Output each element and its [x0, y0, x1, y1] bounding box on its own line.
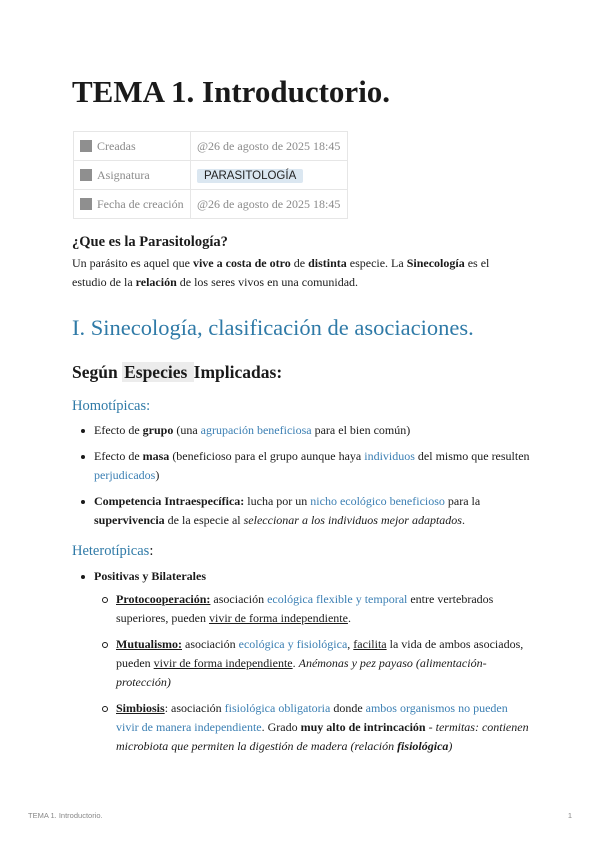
intro-paragraph: Un parásito es aquel que vive a costa de otro de distinta especie. La Sinecología es el estudio de la relación de los seres vivos en una comunidad. — [72, 256, 490, 289]
heterotipicas-heading: Heterotípicas: — [72, 543, 154, 559]
property-value: @26 de agosto de 2025 18:45 — [191, 132, 348, 161]
property-icon — [80, 169, 92, 181]
property-row — [74, 132, 348, 161]
property-icon — [80, 198, 92, 210]
homotipicas-list — [72, 421, 532, 530]
page-number: 1 — [567, 811, 572, 820]
heterotipicas-list — [72, 567, 532, 763]
homotipicas-heading: Homotípicas: — [72, 398, 151, 414]
property-label: Creadas — [74, 132, 191, 161]
property-label: Fecha de creación — [74, 190, 191, 219]
list-item: Efecto de masa (beneficioso para el grupo aunque haya individuos del mismo que resulten perjudicados) — [72, 447, 532, 485]
property-icon — [80, 140, 92, 152]
property-row — [74, 190, 348, 219]
subsection-heading: Según Especies Implicadas: — [72, 362, 283, 382]
property-row — [74, 161, 348, 190]
list-item: Positivas y Bilaterales Protocooperación: asociación ecológica flexible y temporal entre vertebrados superiores, pueden vivir de forma independiente. Mutualismo: asociación ecológica y fisiológica, facilita la vida de ambos asociados, pueden vivir de forma independiente. Anémonas y pez payaso (alimentación-protección) Simbiosis: asociación fisiológica obligatoria donde ambos organismos no pueden vivir de manera independiente. Grado muy alto de intrincación - termitas: contienen microbiota que permiten la digestión de madera (relación fisiológica) — [72, 567, 532, 756]
list-item: Competencia Intraespecífica: lucha por un nicho ecológico beneficioso para la supervivencia de la especie al seleccionar a los individuos mejor adaptados. — [72, 492, 532, 530]
list-item: Efecto de grupo (una agrupación beneficiosa para el bien común) — [72, 421, 532, 440]
subject-tag[interactable]: PARASITOLOGÍA — [197, 169, 303, 183]
sub-list-item: Simbiosis: asociación fisiológica obligatoria donde ambos organismos no pueden vivir de manera independiente. Grado muy alto de intrincación - termitas: contienen microbiota que permiten la digestión de madera (relación fisiológica) — [94, 699, 532, 756]
page-title: TEMA 1. Introductorio. — [72, 74, 391, 109]
footer-title: TEMA 1. Introductorio. — [28, 811, 103, 820]
sub-list — [94, 590, 532, 756]
sub-list-item: Protocooperación: asociación ecológica flexible y temporal entre vertebrados superiores, pueden vivir de forma independiente. — [94, 590, 532, 628]
property-label: Asignatura — [74, 161, 191, 190]
intro-question: ¿Que es la Parasitología? — [72, 234, 228, 250]
properties-table — [73, 131, 348, 219]
property-value — [191, 161, 348, 190]
property-value: @26 de agosto de 2025 18:45 — [191, 190, 348, 219]
sub-list-item: Mutualismo: asociación ecológica y fisiológica, facilita la vida de ambos asociados, pueden vivir de forma independiente. Anémonas y pez payaso (alimentación-protección) — [94, 635, 532, 692]
section-heading: I. Sinecología, clasificación de asociaciones. — [72, 315, 474, 340]
